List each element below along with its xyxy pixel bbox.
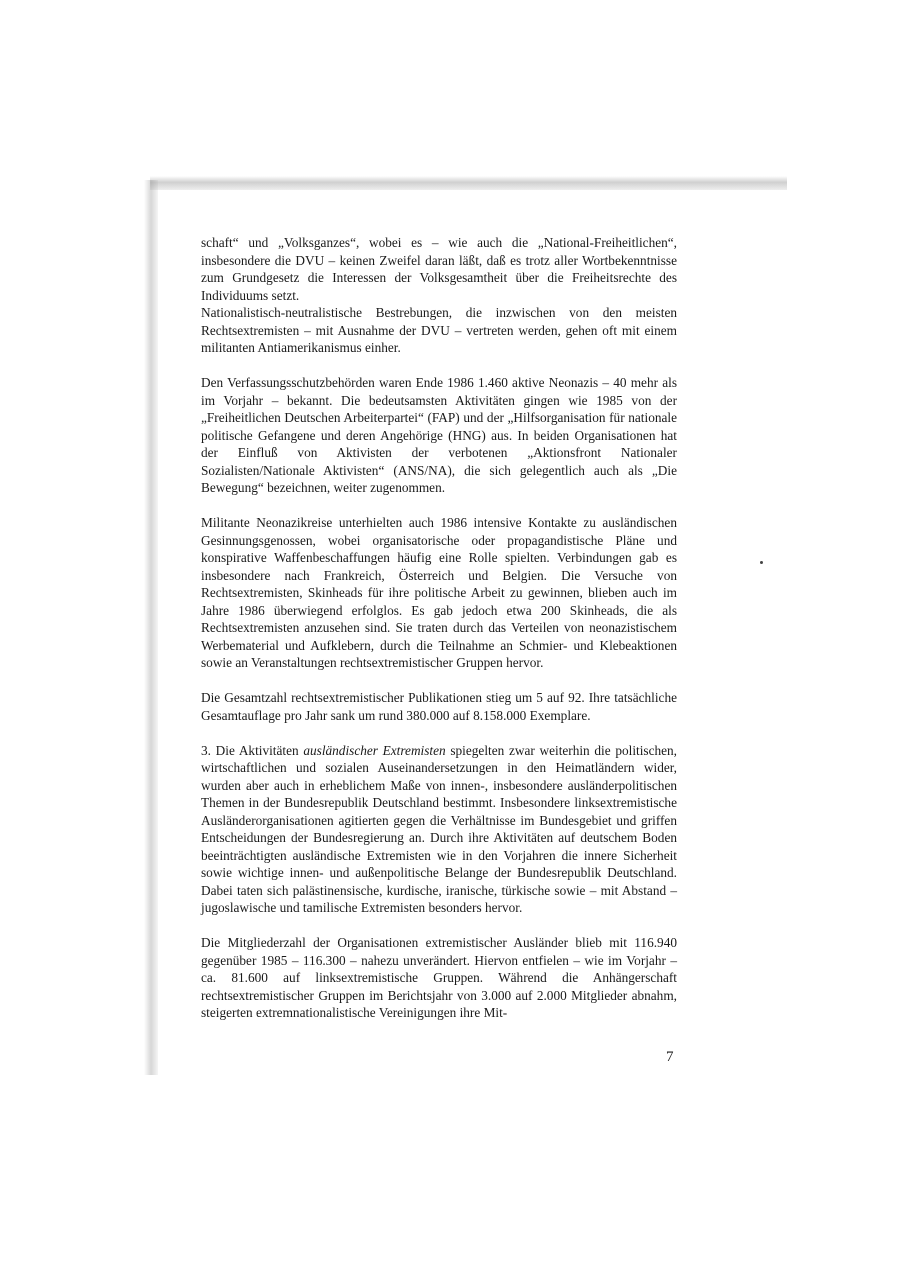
paragraph-neutralism: Nationalistisch-neutralistische Bestrebungen, die inzwischen von den meisten Rechtsextremisten – mit Ausnahme der DVU – vertreten werden, gehen oft mit einem militanten Antiamerikanismus einher. — [201, 305, 677, 355]
page-number: 7 — [666, 1049, 674, 1065]
scan-top-edge-shadow — [150, 176, 787, 190]
scan-speck — [760, 561, 763, 564]
section-text: spiegelten zwar weiterhin die politischen, wirtschaftlichen und sozialen Auseinandersetzungen in den Heimatländern wider, wurden aber auch in erheblichem Maße von innen-, insbesondere ausländerpolitischen Themen in der Bundesrepublik Deutschland bestimmt. Insbesondere linksextremistische Ausländerorganisationen agitierten gegen die Verhältnisse im Bundesgebiet und griffen Entscheidungen der Bundesregierung an. Durch ihre Aktivitäten auf deutschem Boden beeinträchtigten ausländische Extremisten wie in den Vorjahren die innere Sicherheit sowie wichtige innen- und außenpolitische Belange der Bundesrepublik Deutschland. Dabei taten sich palästinensische, kurdische, iranische, türkische sowie – mit Abstand – jugoslawische und tamilische Extremisten besonders hervor. — [201, 742, 678, 915]
section-emphasis: ausländischer Extremisten — [303, 742, 446, 758]
paragraph-foreign-extremists — [201, 742, 677, 917]
paragraph-neonazis: Den Verfassungsschutzbehörden waren Ende 1986 1.460 aktive Neonazis – 40 mehr als im Vorjahr – bekannt. Die bedeutsamsten Aktivitäten gingen wie 1985 von der „Freiheitlichen Deutschen Arbeiterpartei“ (FAP) und der „Hilfsorganisation für nationale politische Gefangene und deren Angehörige (HNG) aus. In beiden Organisationen hat der Einfluß von Aktivisten der verbotenen „Aktionsfront Nationaler Sozialisten/Nationale Aktivisten“ (ANS/NA), die sich gelegentlich auch als „Die Bewegung“ bezeichnen, weiter zugenommen. — [201, 375, 677, 495]
paragraph-membership: Die Mitgliederzahl der Organisationen extremistischer Ausländer blieb mit 116.940 gegenüber 1985 – 116.300 – nahezu unverändert. Hiervon entfielen – wie im Vorjahr – ca. 81.600 auf linksextremistische Gruppen. Während die Anhängerschaft rechtsextremistischer Gruppen im Berichtsjahr von 3.000 auf 2.000 Mitglieder abnahm, steigerten extremnationalistische Vereinigungen ihre Mit- — [201, 935, 677, 1020]
section-prefix: 3. Die Aktivitäten — [201, 742, 304, 758]
scan-left-edge-shadow — [144, 180, 158, 1075]
paragraph-publications: Die Gesamtzahl rechtsextremistischer Publikationen stieg um 5 auf 92. Ihre tatsächliche Gesamtauflage pro Jahr sank um rund 380.000 auf 8.158.000 Exemplare. — [201, 690, 677, 723]
paragraph-militant-circles: Militante Neonazikreise unterhielten auch 1986 intensive Kontakte zu ausländischen Gesinnungsgenossen, wobei organisatorische oder propagandistische Pläne und konspirative Waffenbeschaffungen häufig eine Rolle spielten. Verbindungen gab es insbesondere nach Frankreich, Österreich und Belgien. Die Versuche von Rechtsextremisten, Skinheads für ihre politische Arbeit zu gewinnen, blieben auch im Jahre 1986 überwiegend erfolglos. Es gab jedoch etwa 200 Skinheads, die als Rechtsextremisten anzusehen sind. Sie traten durch das Verteilen von neonazistischem Werbematerial und Aufklebern, durch die Teilnahme an Schmier- und Klebeaktionen sowie an Veranstaltungen rechtsextremistischer Gruppen hervor. — [201, 515, 677, 670]
paragraph-volksganzes: schaft“ und „Volksganzes“, wobei es – wie auch die „National-Freiheitlichen“, insbesondere die DVU – keinen Zweifel daran läßt, daß es trotz aller Wortbekenntnisse zum Grundgesetz die Interessen der Volksgesamtheit über die Freiheitsrechte des Individuums setzt. — [201, 235, 677, 303]
document-body — [201, 234, 677, 1022]
